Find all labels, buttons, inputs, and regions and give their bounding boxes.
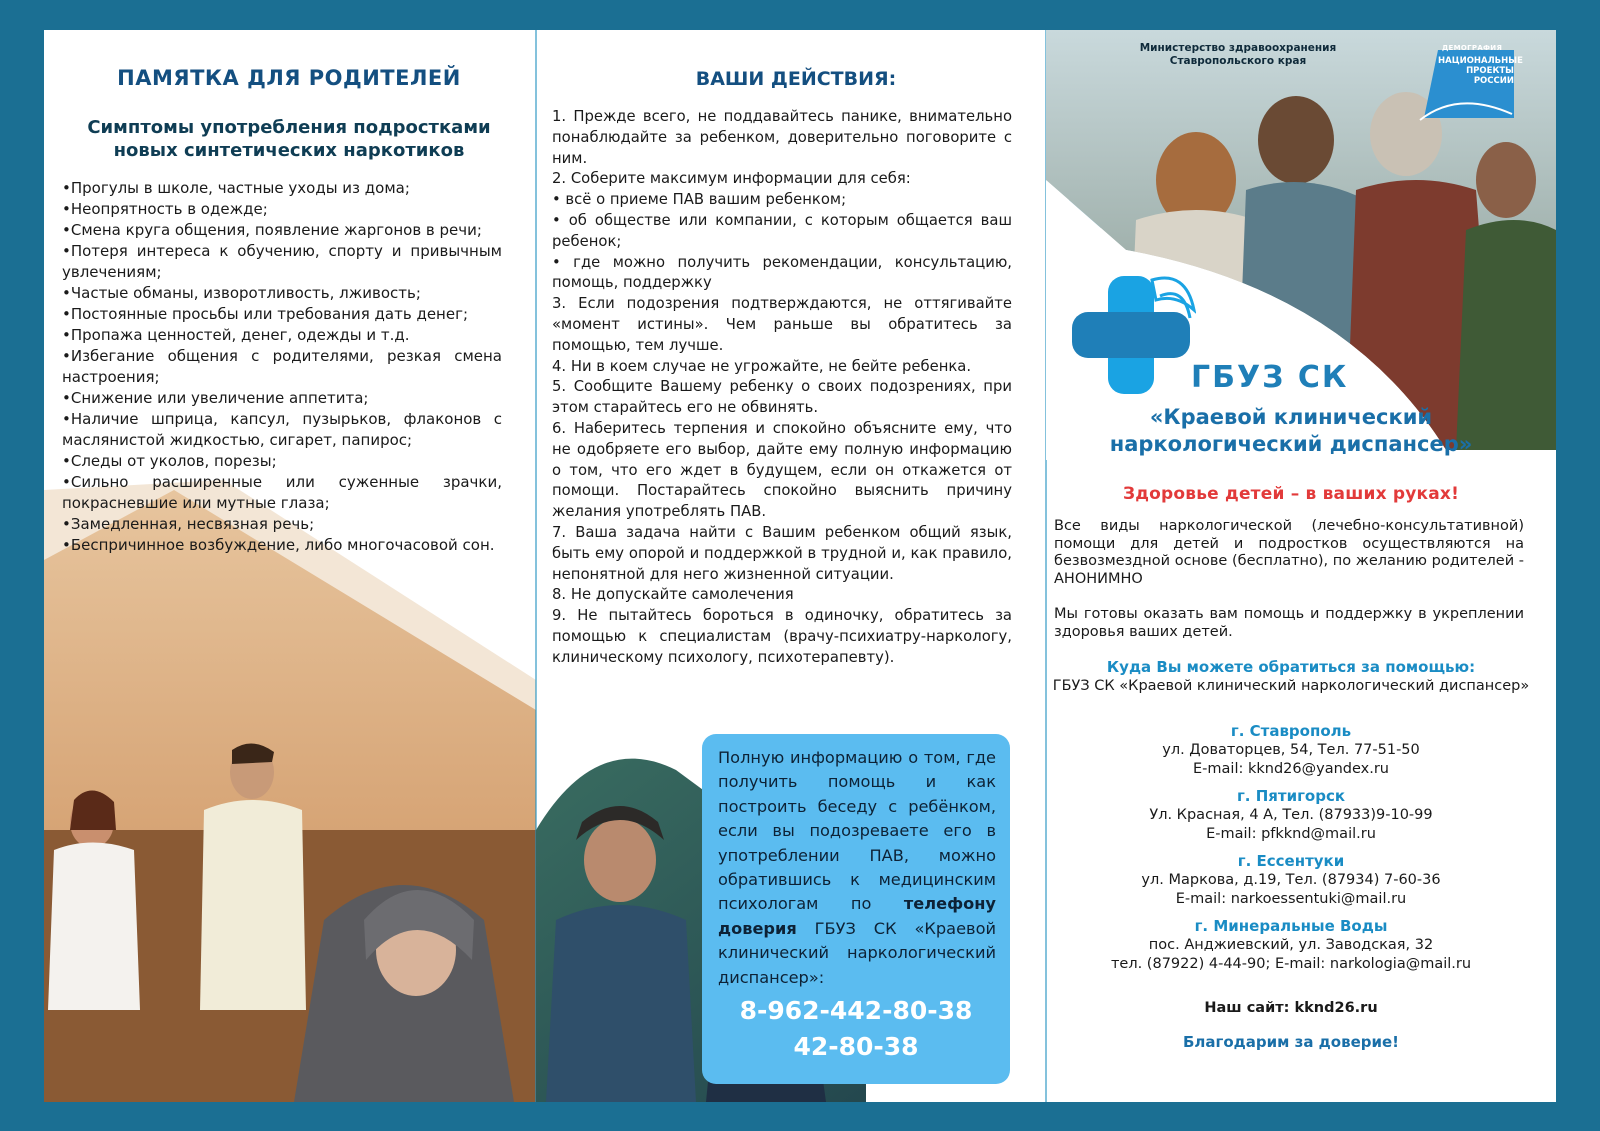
action-item: • об обществе или компании, с которым общается ваш ребенок; <box>552 211 1012 250</box>
action-item: • где можно получить рекомендации, консультацию, помощь, поддержку <box>552 253 1012 292</box>
symptom-item: •Постоянные просьбы или требования дать денег; <box>62 305 469 323</box>
branch-phone-email[interactable]: тел. (87922) 4-44-90; E-mail: narkologia@mail.ru <box>1110 956 1472 972</box>
branch-city: г. Минеральные Воды <box>1194 917 1388 935</box>
symptom-item: •Частые обманы, изворотливость, лживость; <box>62 284 421 302</box>
symptom-item: •Беспричинное возбуждение, либо многочасовой сон. <box>62 536 495 554</box>
symptom-item: •Снижение или увеличение аппетита; <box>62 389 369 407</box>
branch-mineralnye-vody <box>1046 917 1536 982</box>
branch-city: г. Пятигорск <box>1236 787 1346 805</box>
info-text-hotline: телефону доверия <box>718 894 996 938</box>
symptom-item: •Смена круга общения, появление жаргонов в речи; <box>62 221 482 239</box>
actions-title: ВАШИ ДЕЙСТВИЯ: <box>695 68 897 90</box>
hotline-phone-short[interactable]: 42-80-38 <box>793 1032 919 1061</box>
action-item: 6. Наберитесь терпения и спокойно объясните ему, что не одобряете его выбор, дайте ему полную информацию о том, что его ждет в будущем, если он откажется от помощи. Постарайтесь спокойно выяснить причину желания употреблять ПАВ. <box>552 419 1012 521</box>
branch-address: ул. Доваторцев, 54, Тел. 77-51-50 <box>1162 742 1420 758</box>
symptom-item: •Наличие шприца, капсул, пузырьков, флаконов с маслянистой жидкостью, сигарет, папирос; <box>62 410 502 449</box>
symptom-item: •Следы от уколов, порезы; <box>62 452 277 470</box>
action-item: 3. Если подозрения подтверждаются, не оттягивайте «момент истины». Чем раньше вы обратитесь за помощью, тем лучше. <box>552 295 1012 354</box>
info-text-part-2: ГБУЗ СК «Краевой клинический наркологический диспансер»: <box>718 918 996 987</box>
national-projects-badge <box>1418 40 1523 124</box>
branch-email[interactable]: E-mail: narkoessentuki@mail.ru <box>1175 891 1407 907</box>
symptom-item: •Неопрятность в одежде; <box>62 200 268 218</box>
symptom-item: •Сильно расширенные или суженные зрачки, покрасневшие или мутные глаза; <box>62 473 502 512</box>
action-item: 9. Не пытайтесь бороться в одиночку, обратитесь за помощью к специалистам (врачу-психиатру-наркологу, клиническому психологу, психотерапевту). <box>552 607 1012 666</box>
action-item: 2. Соберите максимум информации для себя: <box>552 170 911 188</box>
website-link[interactable]: Наш сайт: kknd26.ru <box>1204 1000 1378 1016</box>
org-name-line-2: наркологический диспансер» <box>1109 432 1473 456</box>
branch-city: г. Ставрополь <box>1230 722 1352 740</box>
branch-essentuki <box>1046 852 1536 917</box>
hotline-phone-mobile[interactable]: 8-962-442-80-38 <box>739 996 973 1025</box>
action-item: 5. Сообщите Вашему ребенку о своих подозрениях, при этом старайтесь его не обвинять. <box>552 378 1012 417</box>
branch-pyatigorsk <box>1046 787 1536 852</box>
action-item: 1. Прежде всего, не поддавайтесь панике, внимательно понаблюдайте за ребенком, доверительно поговорите с ним. <box>552 108 1012 167</box>
hotline-info-text <box>718 746 996 990</box>
info-text-part-1: Полную информацию о том, где получить помощь и как построить беседу с ребёнком, если вы подозреваете его в употреблении ПАВ, можно обратившись к медицинским психологам по <box>718 748 996 914</box>
brochure-sheet <box>44 30 1556 1102</box>
symptom-item: •Пропажа ценностей, денег, одежды и т.д. <box>62 326 410 344</box>
branch-city: г. Ессентуки <box>1237 852 1345 870</box>
branch-stavropol <box>1046 722 1536 787</box>
hotline-info-box <box>702 734 1010 1084</box>
actions-list <box>552 107 1012 669</box>
panel-clinic-info <box>1046 30 1556 1102</box>
branch-list <box>1046 722 1536 982</box>
branch-address: ул. Маркова, д.19, Тел. (87934) 7-60-36 <box>1141 872 1441 888</box>
action-item: 4. Ни в коем случае не угрожайте, не бейте ребенка. <box>552 357 972 375</box>
where-to-go-heading: Куда Вы можете обратиться за помощью: <box>1106 658 1476 676</box>
branch-email[interactable]: E-mail: kknd26@yandex.ru <box>1193 761 1389 777</box>
organization-name <box>1046 404 1536 458</box>
where-to-go-organization: ГБУЗ СК «Краевой клинический наркологический диспансер» <box>1052 678 1530 694</box>
subtitle-line-1: Симптомы употребления подростками <box>87 117 491 138</box>
action-item: 7. Ваша задача найти с Вашим ребенком общий язык, быть ему опорой и поддержкой в трудной и, как правило, непонятной для него жизненной ситуации. <box>552 523 1012 583</box>
branch-email[interactable]: E-mail: pfkknd@mail.ru <box>1206 826 1376 842</box>
symptom-item: •Прогулы в школе, частные уходы из дома; <box>62 179 410 197</box>
symptom-item: •Избегание общения с родителями, резкая смена настроения; <box>62 347 502 386</box>
action-item: 8. Не допускайте самолечения <box>552 586 794 604</box>
action-item: • всё о приеме ПАВ вашим ребенком; <box>552 191 847 209</box>
page-title: ПАМЯТКА ДЛЯ РОДИТЕЛЕЙ <box>117 66 461 90</box>
anonymous-help-paragraph: Все виды наркологической (лечебно-консультативной) помощи для детей и подростков осуществляются на безвозмездной основе (бесплатно), по желанию родителей - АНОНИМНО <box>1054 518 1524 587</box>
badge-national-projects-label: НАЦИОНАЛЬНЫЕ ПРОЕКТЫ РОССИИ <box>1438 56 1523 86</box>
ministry-caption: Министерство здравоохранения Ставропольского края <box>1139 42 1337 67</box>
subtitle-line-2: новых синтетических наркотиков <box>113 140 465 161</box>
symptoms-subtitle <box>54 116 524 162</box>
branch-address: пос. Анджиевский, ул. Заводская, 32 <box>1148 937 1434 953</box>
panel-actions <box>536 30 1046 1102</box>
symptom-item: •Потеря интереса к обучению, спорту и привычным увлечениям; <box>62 242 502 281</box>
badge-demography-label: ДЕМОГРАФИЯ <box>1442 44 1503 52</box>
medical-cross-logo-icon <box>1066 270 1196 400</box>
slogan: Здоровье детей – в ваших руках! <box>1122 484 1460 504</box>
symptoms-list <box>62 178 502 556</box>
symptom-item: •Замедленная, несвязная речь; <box>62 515 315 533</box>
thanks-line: Благодарим за доверие! <box>1182 1033 1400 1051</box>
panel-parents-memo <box>44 30 536 1102</box>
branch-address: Ул. Красная, 4 А, Тел. (87933)9-10-99 <box>1149 807 1433 823</box>
support-paragraph: Мы готовы оказать вам помощь и поддержку в укреплении здоровья ваших детей. <box>1054 606 1524 640</box>
gbuz-title: ГБУЗ СК <box>1191 360 1349 395</box>
org-name-line-1: «Краевой клинический <box>1149 405 1433 429</box>
